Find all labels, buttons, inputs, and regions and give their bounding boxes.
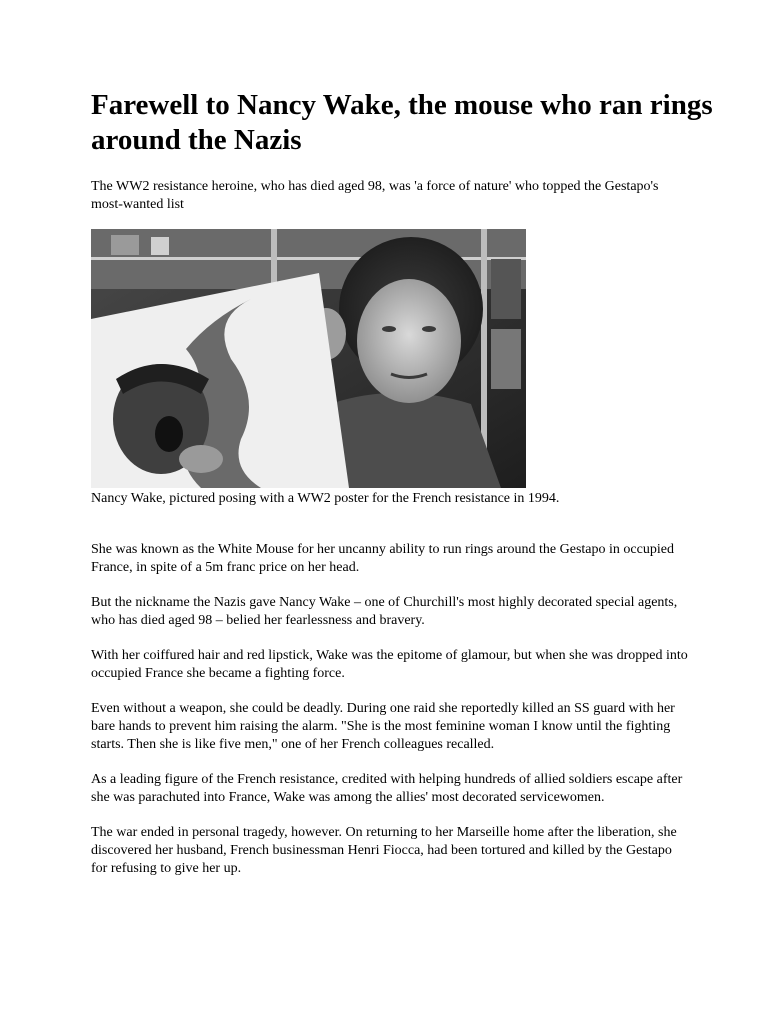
paragraph: She was known as the White Mouse for her uncanny ability to run rings around the Gestapo in occupied France, in spite of a 5m franc price on her head. [91, 542, 674, 575]
headline: Farewell to Nancy Wake, the mouse who ran rings around the Nazis [91, 89, 713, 156]
paragraph: The war ended in personal tragedy, however. On returning to her Marseille home after the liberation, she discovered her husband, French businessman Henri Fiocca, had been tortured and killed by the Gestapo for refusing to give her up. [91, 825, 677, 876]
paragraph: With her coiffured hair and red lipstick, Wake was the epitome of glamour, but when she was dropped into occupied France she became a fighting force. [91, 648, 688, 681]
standfirst: The WW2 resistance heroine, who has died aged 98, was 'a force of nature' who topped the Gestapo's most-wanted list [91, 179, 659, 212]
paragraph: But the nickname the Nazis gave Nancy Wake – one of Churchill's most highly decorated special agents, who has died aged 98 – belied her fearlessness and bravery. [91, 595, 678, 628]
photo-caption: Nancy Wake, pictured posing with a WW2 poster for the French resistance in 1994. [91, 491, 560, 506]
article-body [91, 541, 691, 895]
paragraph: Even without a weapon, she could be deadly. During one raid she reportedly killed an SS guard with her bare hands to prevent him raising the alarm. "She is the most feminine woman I know until the fighting starts. Then she is like five men," one of her French colleagues recalled. [91, 701, 675, 752]
article-photo [91, 229, 526, 488]
paragraph: As a leading figure of the French resistance, credited with helping hundreds of allied soldiers escape after she was parachuted into France, Wake was among the allies' most decorated servicewomen. [91, 772, 683, 805]
